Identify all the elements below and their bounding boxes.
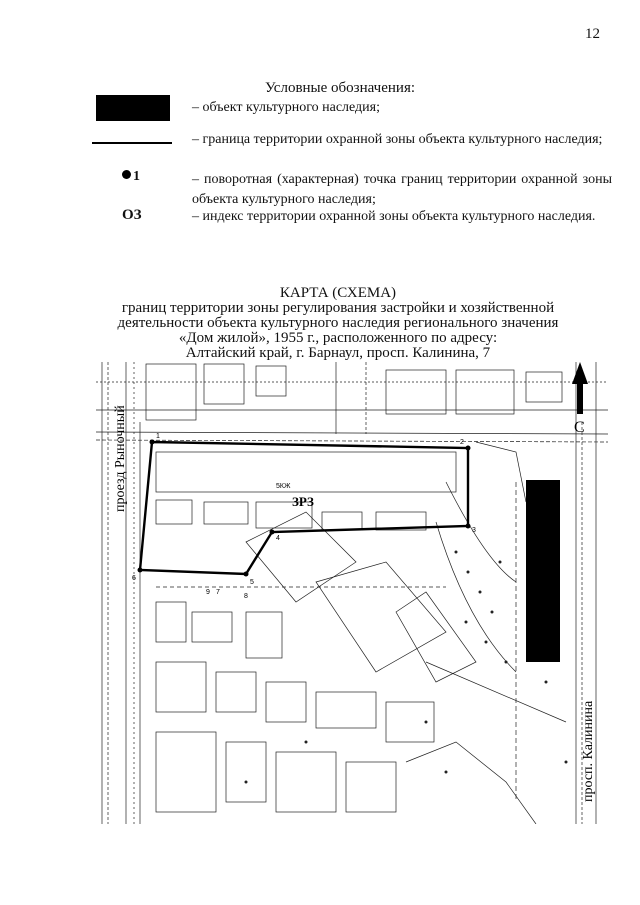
map-scheme [96,362,608,824]
north-label: С [574,419,585,436]
point-number: 1 [133,169,140,184]
point-label: 3 [472,527,476,534]
zone-index-label: ЗРЗ [292,494,314,509]
solid-line-icon [92,142,172,144]
street-label-left: проезд Рыночный [113,405,128,512]
legend-text: – граница территории охранной зоны объекта культурного наследия; [192,132,603,147]
map-canvas [96,362,608,824]
map-title [0,286,640,361]
point-label: 7 [216,589,220,596]
point-label: 8 [244,593,248,600]
map-title-address: Алтайский край, г. Барнаул, просп. Калинина, 7 [185,345,491,361]
point-label: 4 [276,535,280,542]
legend-text: – индекс территории охранной зоны объекта культурного наследия. [192,209,596,224]
heritage-object-building [526,480,560,662]
black-rectangle-icon [96,95,170,121]
map-title-line: деятельности объекта культурного наследия регионального значения [117,315,559,331]
street-label-right: просп. Калинина [581,700,596,802]
page-number: 12 [585,26,600,42]
point-label: 2 [460,439,464,446]
point-label: 1 [156,433,160,440]
point-label: 5 [250,579,254,586]
turning-point-symbol [122,169,140,185]
legend-text: – поворотная (характерная) точка границ территории охранной зоны объекта культурного наследия; [192,172,612,207]
point-label: 9 [206,589,210,596]
point-label: 6 [132,575,136,582]
map-title-line: «Дом жилой», 1955 г., расположенного по адресу: [178,330,498,346]
map-title-heading: КАРТА (СХЕМА) [279,285,397,301]
zone-index-symbol: ОЗ [122,207,142,223]
building-label: 5КЖ [276,483,291,490]
map-title-line: границ территории зоны регулирования застройки и хозяйственной [121,300,555,316]
dot-icon [122,170,131,179]
legend-title: Условные обозначения: [264,80,416,96]
legend-text: – объект культурного наследия; [192,100,380,115]
